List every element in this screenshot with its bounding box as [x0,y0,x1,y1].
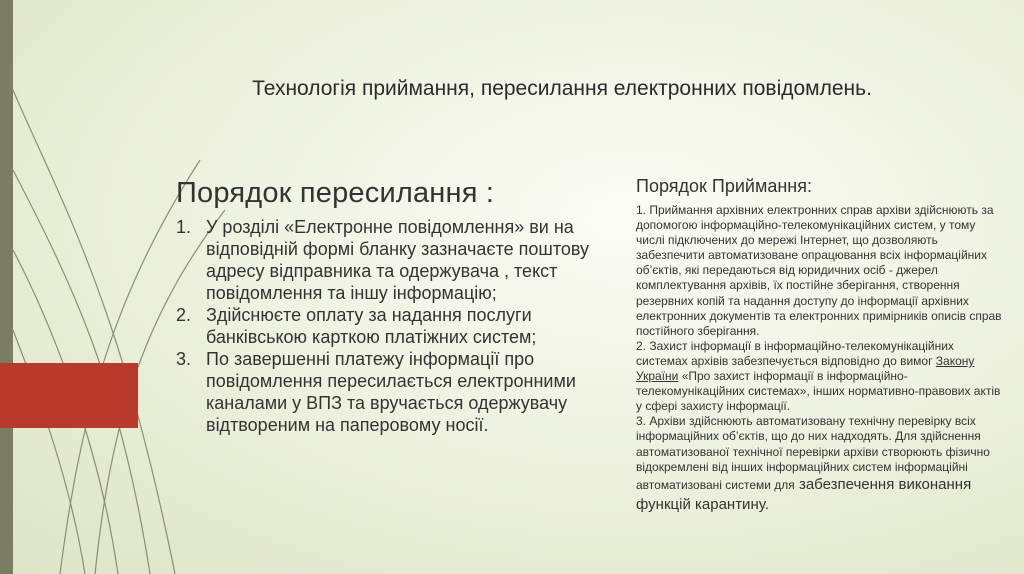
paragraph-3 [636,414,1004,514]
law-link[interactable]: Закону України [636,353,975,384]
step-number: 2. [176,305,192,325]
paragraph-3-end: забезпечення виконання функцій карантину. [636,475,972,513]
list-item [176,348,616,436]
step-text: По завершенні платежу інформації про повідомлення пересилається електронними каналами у ВПЗ та вручається одержувачу відтвореним на паперовому носії. [206,349,576,435]
sending-heading: Порядок пересилання : [176,177,495,209]
step-text: Здійснюєте оплату за надання послуги банківською карткою платіжних систем; [206,305,537,347]
sending-steps-list [176,216,616,436]
accent-tab [0,363,138,428]
receiving-body [636,203,1004,515]
sending-procedure [176,177,616,436]
receiving-procedure [636,176,1004,515]
step-number: 3. [176,349,192,369]
step-text: У розділі «Електронне повідомлення» ви на відповідній формі бланку зазначаєте поштову адресу відправника та одержувача , текст повідомлення та іншу інформацію; [206,217,590,303]
paragraph-2-end: «Про захист інформації в інформаційно-телекомунікаційних системах», інших нормативно-правових актів у сфері захисту інформації. [636,369,1001,414]
list-item [176,304,616,348]
paragraph-3-start: 3. Архіви здійснюють автоматизовану технічну перевірку всіх інформаційних об’єктів, що до них надходять. Для здійснення автоматизованої технічної перевірки архіви створюють фізично відокремлені від інших інформаційних систем інформаційні автоматизовані системи для [636,414,990,492]
paragraph-2 [636,339,1004,414]
step-number: 1. [176,217,192,237]
receiving-heading: Порядок Приймання: [636,176,812,196]
slide-title: Технологія приймання, пересилання електронних повідомлень. [252,77,872,100]
list-item [176,216,616,304]
paragraph-1: 1. Приймання архівних електронних справ архіви здійснюють за допомогою інформаційно-телекомунікаційних систем, у тому числі підключених до мережі Інтернет, що дозволяють забезпечити автоматизоване опрацювання всіх інформаційних об’єктів, які передаються від юридичних осіб - джерел комплектування архівів, їх постійне зберігання, створення резервних копій та надання доступу до інформації архівних електронних документів та електронних примірників описів справ постійного зберігання. [636,203,1002,338]
paragraph-2-start: 2. Захист інформації в інформаційно-телекомунікаційних системах архівів забезпечується відповідно до вимог [636,338,954,368]
